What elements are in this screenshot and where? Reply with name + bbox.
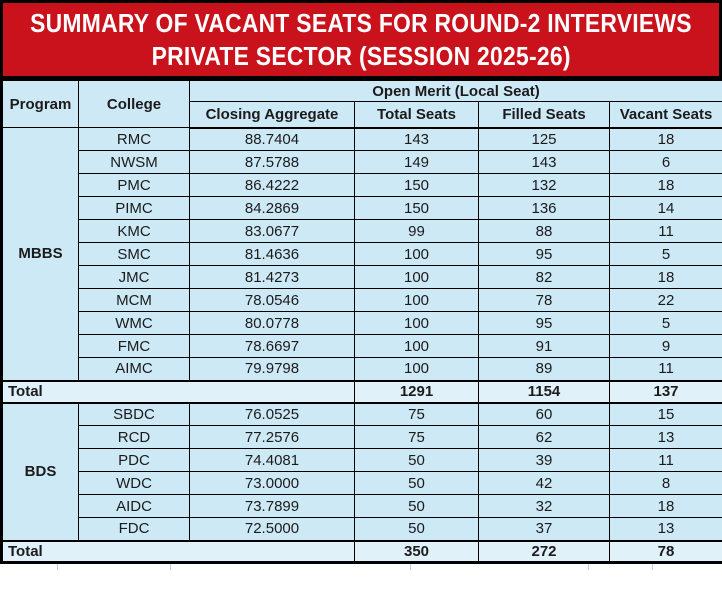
cell-closing-aggregate: 77.2576 (190, 426, 355, 449)
table-row (2, 197, 722, 220)
table-row (2, 220, 722, 243)
sheet-gridline-strip (0, 564, 722, 570)
cell-filled-seats: 91 (479, 335, 610, 358)
cell-closing-aggregate: 84.2869 (190, 197, 355, 220)
cell-closing-aggregate: 79.9798 (190, 358, 355, 381)
total-label: Total (2, 541, 355, 563)
cell-total-seats: 50 (355, 495, 479, 518)
cell-vacant-seats: 11 (610, 220, 722, 243)
cell-closing-aggregate: 87.5788 (190, 151, 355, 174)
sheet-gridline (57, 564, 58, 570)
cell-filled-seats: 78 (479, 289, 610, 312)
cell-vacant-seats: 22 (610, 289, 722, 312)
table-row (2, 449, 722, 472)
cell-total-seats: 149 (355, 151, 479, 174)
cell-filled-seats: 88 (479, 220, 610, 243)
table-row (2, 266, 722, 289)
cell-vacant-seats: 6 (610, 151, 722, 174)
cell-closing-aggregate: 78.0546 (190, 289, 355, 312)
sheet-gridline (170, 564, 171, 570)
cell-closing-aggregate: 74.4081 (190, 449, 355, 472)
cell-college: WDC (79, 472, 190, 495)
table-row (2, 312, 722, 335)
total-total-seats: 1291 (355, 381, 479, 403)
col-header-total-seats: Total Seats (355, 102, 479, 128)
cell-college: RCD (79, 426, 190, 449)
table-row (2, 358, 722, 381)
cell-filled-seats: 42 (479, 472, 610, 495)
table-row (2, 151, 722, 174)
cell-filled-seats: 82 (479, 266, 610, 289)
cell-college: JMC (79, 266, 190, 289)
cell-filled-seats: 89 (479, 358, 610, 381)
sheet-gridline (410, 564, 411, 570)
cell-total-seats: 100 (355, 358, 479, 381)
cell-filled-seats: 39 (479, 449, 610, 472)
cell-total-seats: 50 (355, 472, 479, 495)
cell-total-seats: 100 (355, 289, 479, 312)
cell-college: WMC (79, 312, 190, 335)
cell-total-seats: 99 (355, 220, 479, 243)
cell-total-seats: 100 (355, 335, 479, 358)
cell-college: SBDC (79, 403, 190, 426)
cell-closing-aggregate: 81.4273 (190, 266, 355, 289)
cell-filled-seats: 32 (479, 495, 610, 518)
program-cell-bds: BDS (2, 403, 79, 541)
cell-total-seats: 50 (355, 518, 479, 541)
cell-vacant-seats: 18 (610, 266, 722, 289)
cell-closing-aggregate: 80.0778 (190, 312, 355, 335)
header-row-group (2, 80, 722, 102)
cell-closing-aggregate: 72.5000 (190, 518, 355, 541)
table-row (2, 289, 722, 312)
program-cell-mbbs: MBBS (2, 128, 79, 381)
cell-vacant-seats: 5 (610, 312, 722, 335)
cell-filled-seats: 60 (479, 403, 610, 426)
cell-vacant-seats: 18 (610, 128, 722, 151)
total-filled-seats: 272 (479, 541, 610, 563)
cell-total-seats: 143 (355, 128, 479, 151)
table-row (2, 174, 722, 197)
cell-college: FDC (79, 518, 190, 541)
cell-total-seats: 100 (355, 243, 479, 266)
cell-college: AIDC (79, 495, 190, 518)
table-row (2, 472, 722, 495)
total-filled-seats: 1154 (479, 381, 610, 403)
table-row (2, 335, 722, 358)
mbbs-total-row (2, 381, 722, 403)
cell-vacant-seats: 9 (610, 335, 722, 358)
cell-college: PDC (79, 449, 190, 472)
cell-vacant-seats: 11 (610, 449, 722, 472)
title-line-2: PRIVATE SECTOR (SESSION 2025-26) (151, 40, 571, 71)
col-header-college: College (79, 80, 190, 128)
cell-total-seats: 75 (355, 403, 479, 426)
cell-college: KMC (79, 220, 190, 243)
cell-closing-aggregate: 83.0677 (190, 220, 355, 243)
col-header-vacant-seats: Vacant Seats (610, 102, 722, 128)
cell-total-seats: 100 (355, 266, 479, 289)
cell-filled-seats: 132 (479, 174, 610, 197)
vacant-seats-table (0, 78, 722, 564)
cell-vacant-seats: 13 (610, 426, 722, 449)
cell-vacant-seats: 5 (610, 243, 722, 266)
cell-total-seats: 75 (355, 426, 479, 449)
cell-vacant-seats: 18 (610, 495, 722, 518)
cell-college: FMC (79, 335, 190, 358)
total-total-seats: 350 (355, 541, 479, 563)
cell-college: PIMC (79, 197, 190, 220)
cell-closing-aggregate: 81.4636 (190, 243, 355, 266)
sheet-gridline (652, 564, 653, 570)
cell-total-seats: 50 (355, 449, 479, 472)
cell-closing-aggregate: 88.7404 (190, 128, 355, 151)
cell-vacant-seats: 8 (610, 472, 722, 495)
table-row (2, 518, 722, 541)
cell-college: AIMC (79, 358, 190, 381)
cell-filled-seats: 136 (479, 197, 610, 220)
table-row (2, 495, 722, 518)
cell-college: MCM (79, 289, 190, 312)
cell-closing-aggregate: 73.7899 (190, 495, 355, 518)
col-header-open-merit: Open Merit (Local Seat) (190, 80, 722, 102)
cell-vacant-seats: 14 (610, 197, 722, 220)
cell-college: NWSM (79, 151, 190, 174)
col-header-closing-aggregate: Closing Aggregate (190, 102, 355, 128)
cell-vacant-seats: 11 (610, 358, 722, 381)
cell-closing-aggregate: 86.4222 (190, 174, 355, 197)
total-vacant-seats: 137 (610, 381, 722, 403)
cell-filled-seats: 37 (479, 518, 610, 541)
bds-total-row (2, 541, 722, 563)
cell-closing-aggregate: 78.6697 (190, 335, 355, 358)
total-label: Total (2, 381, 355, 403)
cell-total-seats: 150 (355, 197, 479, 220)
cell-closing-aggregate: 76.0525 (190, 403, 355, 426)
cell-vacant-seats: 15 (610, 403, 722, 426)
title-line-1: SUMMARY OF VACANT SEATS FOR ROUND-2 INTERVIEWS (30, 7, 692, 38)
sheet-gridline (588, 564, 589, 570)
table-row (2, 403, 722, 426)
cell-total-seats: 150 (355, 174, 479, 197)
cell-college: SMC (79, 243, 190, 266)
table-row (2, 243, 722, 266)
title-banner (0, 0, 722, 78)
cell-vacant-seats: 13 (610, 518, 722, 541)
cell-filled-seats: 143 (479, 151, 610, 174)
col-header-program: Program (2, 80, 79, 128)
total-vacant-seats: 78 (610, 541, 722, 563)
cell-total-seats: 100 (355, 312, 479, 335)
table-row (2, 128, 722, 151)
col-header-filled-seats: Filled Seats (479, 102, 610, 128)
table-row (2, 426, 722, 449)
cell-college: PMC (79, 174, 190, 197)
cell-filled-seats: 62 (479, 426, 610, 449)
cell-filled-seats: 95 (479, 312, 610, 335)
cell-college: RMC (79, 128, 190, 151)
cell-filled-seats: 125 (479, 128, 610, 151)
cell-vacant-seats: 18 (610, 174, 722, 197)
cell-filled-seats: 95 (479, 243, 610, 266)
cell-closing-aggregate: 73.0000 (190, 472, 355, 495)
